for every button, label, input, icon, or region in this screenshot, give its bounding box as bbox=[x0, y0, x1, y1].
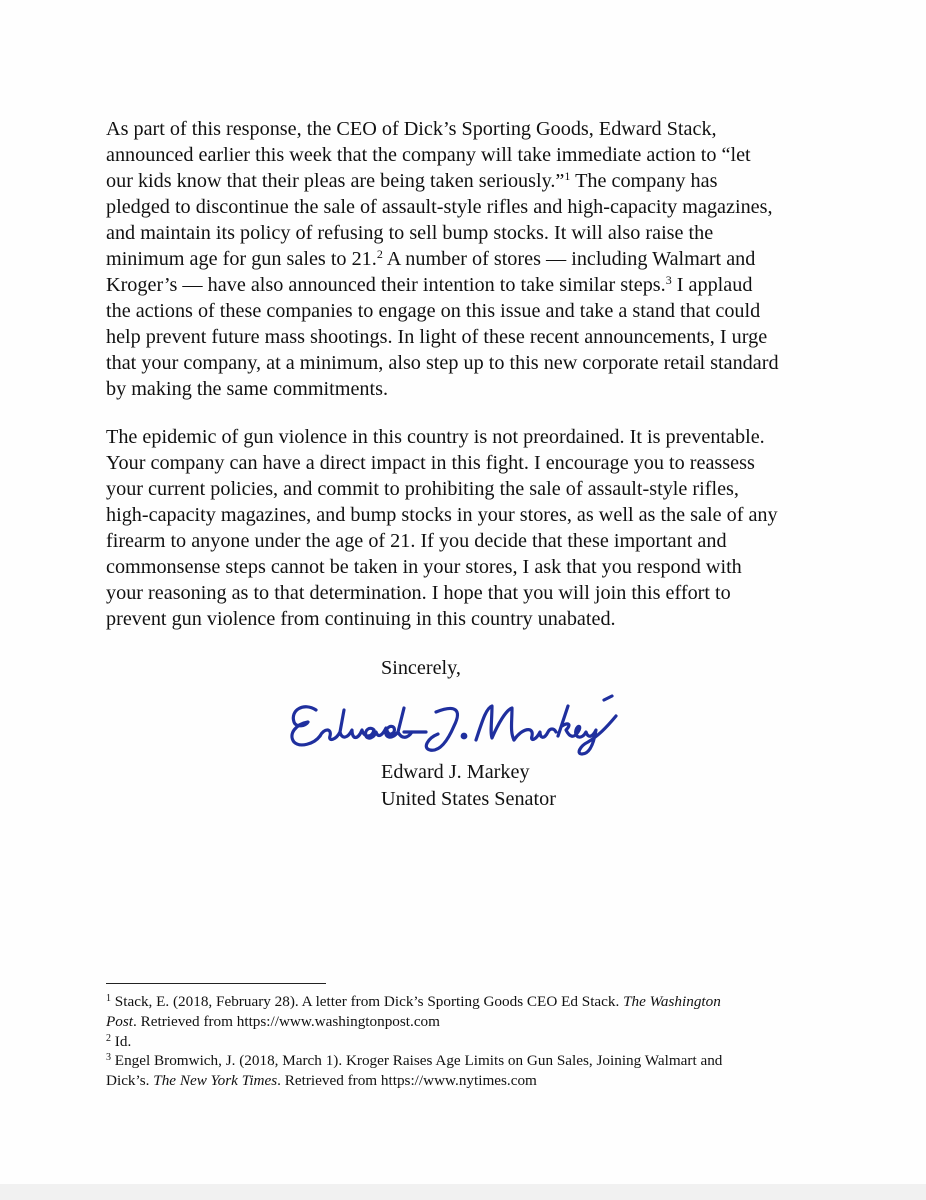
paragraph-response bbox=[106, 116, 779, 402]
footnotes bbox=[106, 992, 722, 1091]
text-segment: A number of stores — including Walmart and bbox=[382, 248, 756, 270]
signer-name: Edward J. Markey bbox=[381, 761, 530, 783]
text-line: As part of this response, the CEO of Dick’s Sporting Goods, Edward Stack, bbox=[106, 118, 717, 140]
footnote-text: Id. bbox=[111, 1032, 132, 1050]
text-line: high-capacity magazines, and bump stocks in your stores, as well as the sale of any bbox=[106, 504, 778, 526]
footnote-3-continued bbox=[106, 1071, 722, 1091]
footnote-text: . Retrieved from https://www.nytimes.com bbox=[277, 1072, 537, 1090]
text-line: commonsense steps cannot be taken in your stores, I ask that you respond with bbox=[106, 556, 742, 578]
text-line: by making the same commitments. bbox=[106, 378, 389, 400]
text-line: that your company, at a minimum, also step up to this new corporate retail standard bbox=[106, 352, 779, 374]
footnote-number: 3 bbox=[106, 1052, 111, 1064]
text-line: your reasoning as to that determination. I hope that you will join this effort to bbox=[106, 582, 731, 604]
paragraph-appeal bbox=[106, 424, 778, 632]
text-line bbox=[106, 246, 779, 272]
footnote-mark: 2 bbox=[376, 247, 383, 261]
footnote-3 bbox=[106, 1051, 722, 1071]
text-line: The epidemic of gun violence in this country is not preordained. It is preventable. bbox=[106, 426, 765, 448]
text-line: announced earlier this week that the company will take immediate action to “let bbox=[106, 144, 751, 166]
footnote-publication: The Washington bbox=[623, 993, 721, 1010]
footnote-2 bbox=[106, 1032, 722, 1052]
footnote-number: 2 bbox=[106, 1032, 111, 1044]
text-line bbox=[106, 272, 779, 298]
footnote-number: 1 bbox=[106, 993, 111, 1004]
footnote-text: . Retrieved from https://www.washingtonpost.com bbox=[133, 1012, 440, 1030]
text-line: prevent gun violence from continuing in this country unabated. bbox=[106, 608, 616, 630]
signer-title: United States Senator bbox=[381, 788, 556, 810]
footnote-mark: 3 bbox=[665, 273, 672, 287]
footnote-mark: 1 bbox=[564, 169, 571, 183]
text-segment: our kids know that their pleas are being taken seriously.” bbox=[106, 170, 565, 192]
footnote-1 bbox=[106, 992, 722, 1012]
text-line: the actions of these companies to engage on this issue and take a stand that could bbox=[106, 300, 761, 322]
text-line: help prevent future mass shootings. In light of these recent announcements, I urge bbox=[106, 326, 768, 348]
text-line: firearm to anyone under the age of 21. If you decide that these important and bbox=[106, 530, 727, 552]
salutation: Sincerely, bbox=[381, 657, 461, 679]
footnote-text: Stack, E. (2018, February 28). A letter from Dick’s Sporting Goods CEO Ed Stack. bbox=[111, 993, 624, 1010]
text-line: Your company can have a direct impact in this fight. I encourage you to reassess bbox=[106, 452, 755, 474]
footnote-publication: Post bbox=[106, 1012, 134, 1030]
footnote-text: Dick’s. bbox=[106, 1072, 154, 1090]
footnote-publication: The New York Times bbox=[153, 1072, 278, 1090]
text-segment: I applaud bbox=[671, 274, 753, 296]
text-line: and maintain its policy of refusing to sell bump stocks. It will also raise the bbox=[106, 222, 714, 244]
text-segment: minimum age for gun sales to 21. bbox=[106, 248, 377, 270]
page-bottom-edge bbox=[0, 1184, 926, 1200]
footnote-divider bbox=[106, 983, 326, 984]
footnote-text: Engel Bromwich, J. (2018, March 1). Kroger Raises Age Limits on Gun Sales, Joining Walmart and bbox=[111, 1052, 723, 1070]
text-line: pledged to discontinue the sale of assault-style rifles and high-capacity magazines, bbox=[106, 196, 773, 218]
text-segment: The company has bbox=[570, 170, 718, 192]
signature-image bbox=[286, 688, 646, 758]
footnote-1-continued bbox=[106, 1012, 722, 1032]
text-segment: Kroger’s — have also announced their intention to take similar steps. bbox=[106, 274, 666, 296]
text-line bbox=[106, 168, 779, 194]
text-line: your current policies, and commit to prohibiting the sale of assault-style rifles, bbox=[106, 478, 739, 500]
signature bbox=[286, 688, 646, 758]
